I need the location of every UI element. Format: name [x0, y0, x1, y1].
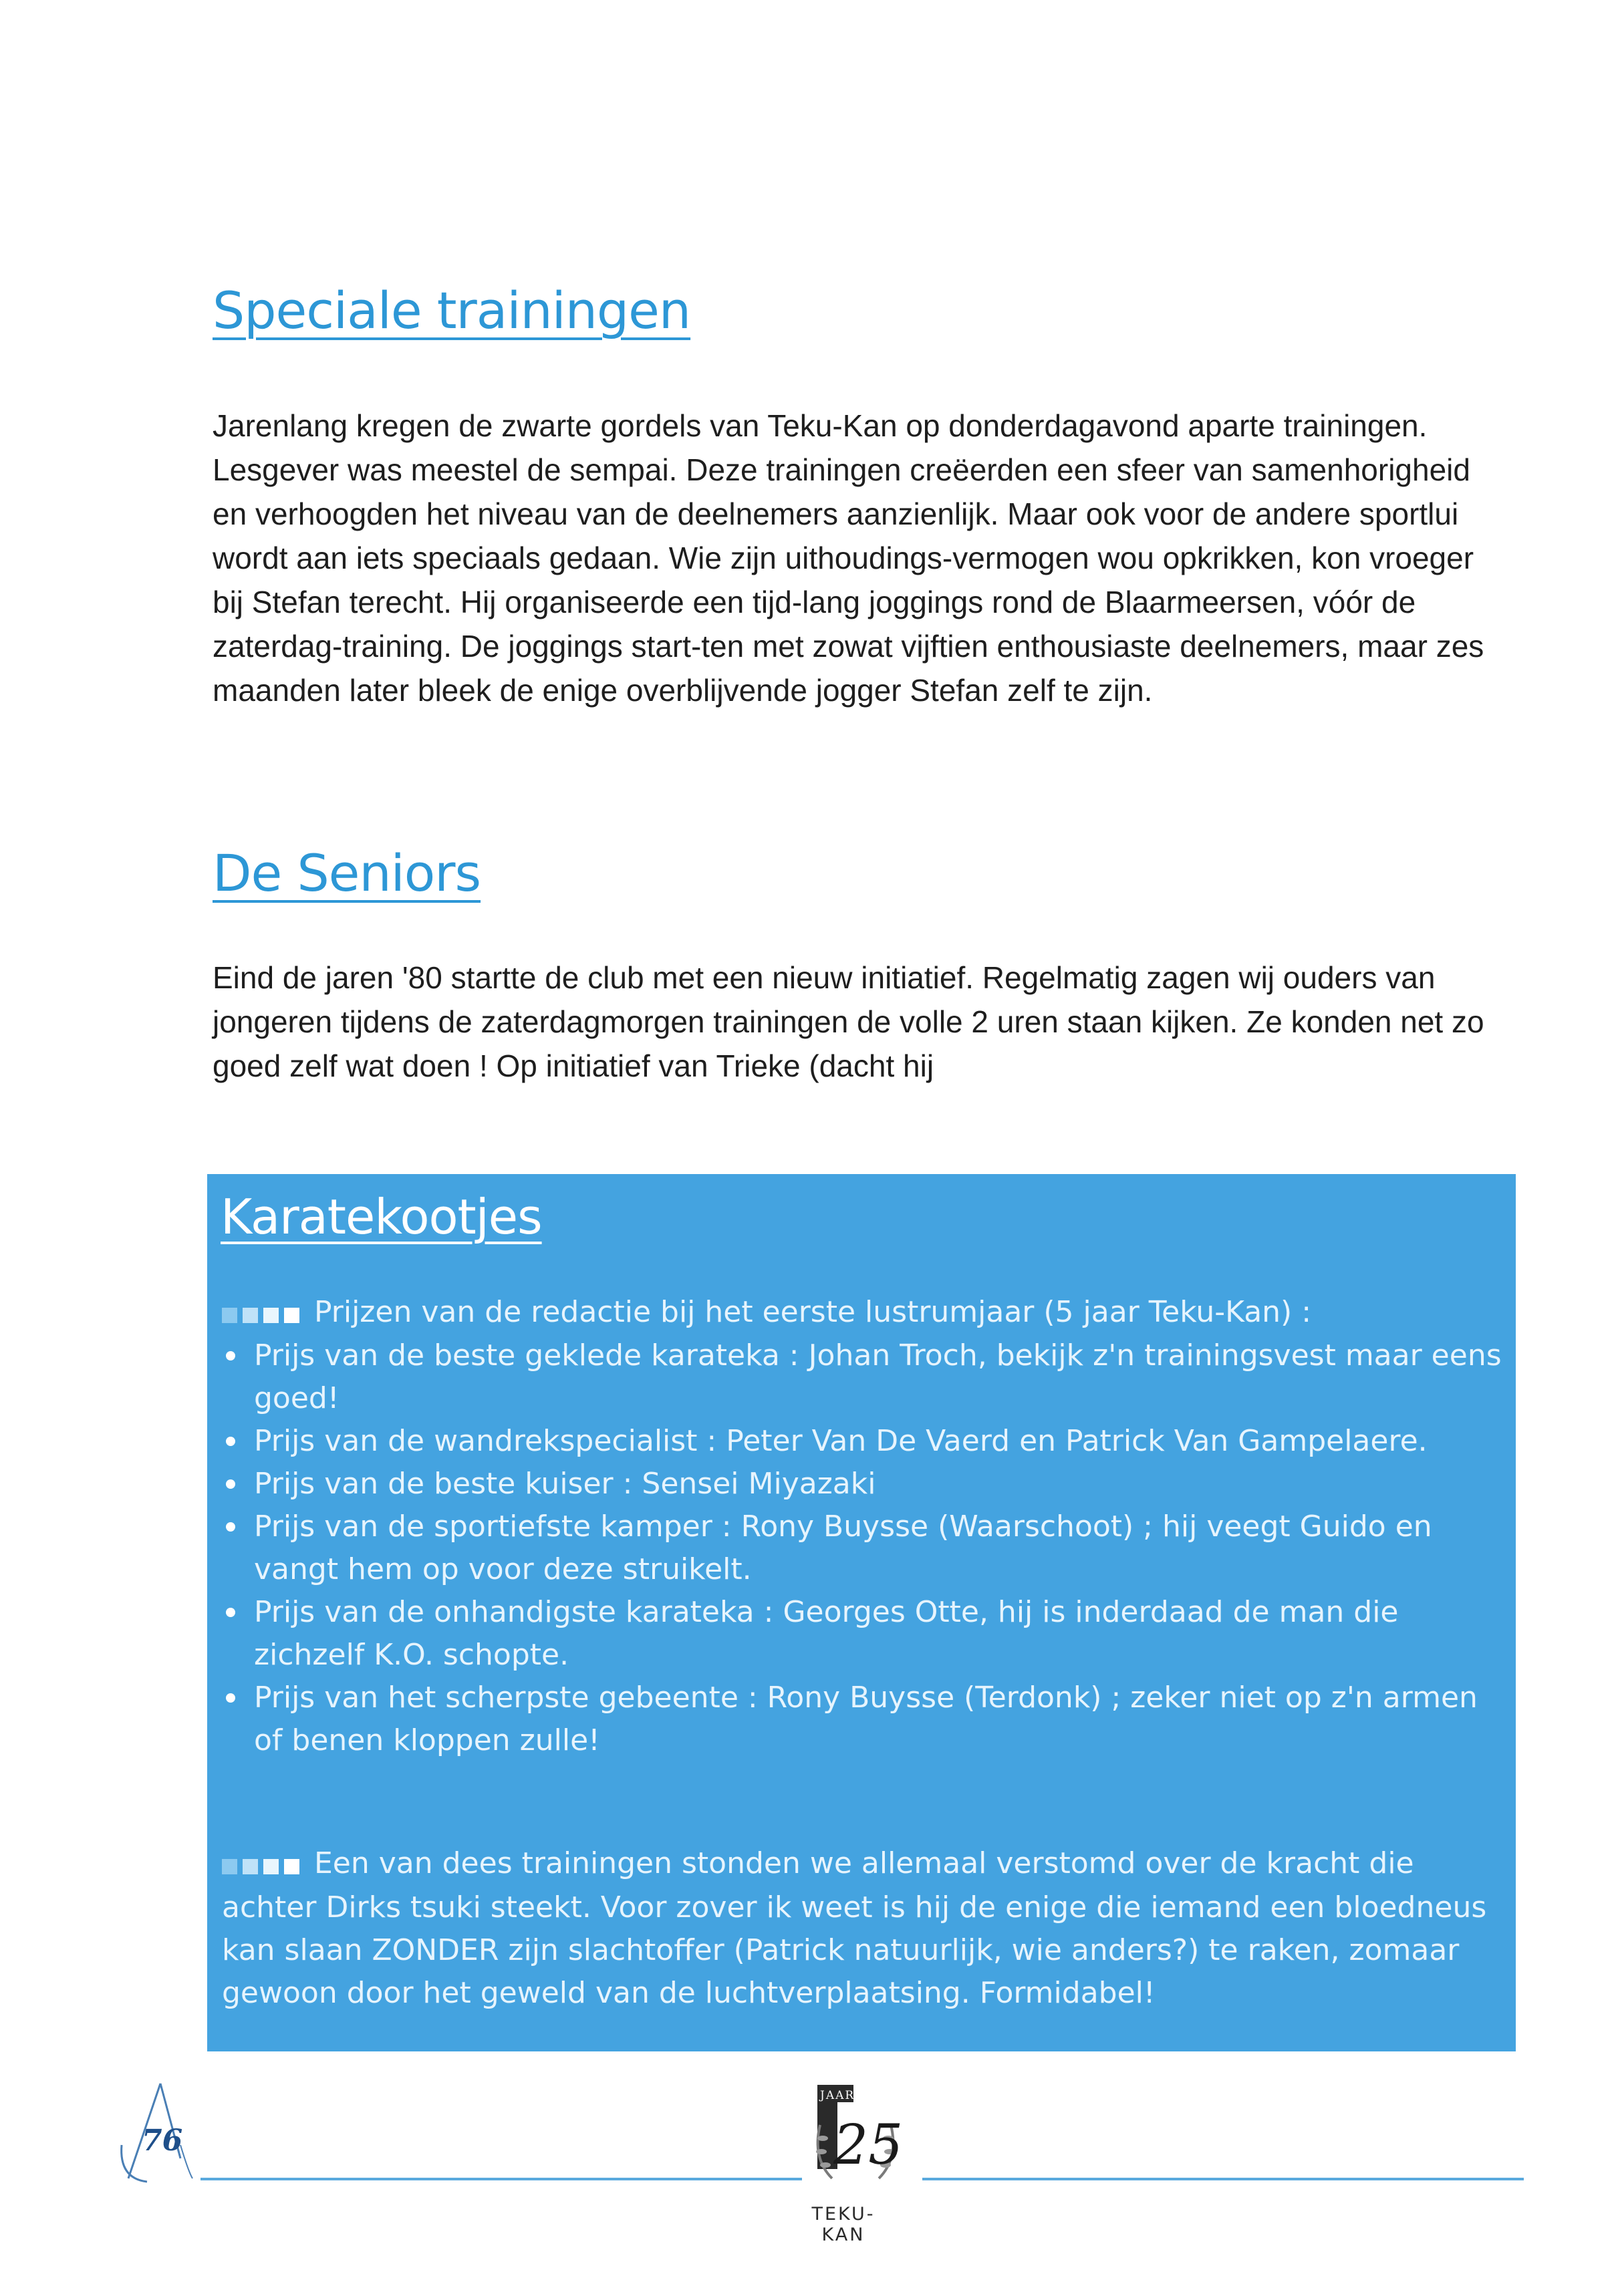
prizes-intro	[222, 1291, 1492, 1335]
square-bullets-icon	[222, 1844, 305, 1886]
bullet-icon	[226, 1351, 235, 1360]
list-item: Prijs van de sportiefste kamper : Rony Buysse (Waarschoot) ; hij veegt Guido en vangt hem op voor deze struikelt.	[222, 1505, 1505, 1591]
prize-list	[222, 1334, 1505, 1762]
heading-speciale-trainingen: Speciale trainingen	[213, 281, 691, 340]
heading-de-seniors: De Seniors	[213, 843, 481, 903]
bullet-icon	[226, 1522, 235, 1532]
paragraph-de-seniors: Eind de jaren '80 startte de club met een nieuw initiatief. Regelmatig zagen wij ouders van jongeren tijdens de zaterdagmorgen trainingen de volle 2 uren staan kijken. Ze konden net zo goed zelf wat doen ! Op initiatief van Trieke (dacht hij	[213, 960, 1484, 1083]
logo-years-text: 25	[833, 2114, 904, 2177]
footer-brand: TEKU-KAN	[811, 2204, 876, 2245]
bullet-icon	[226, 1437, 235, 1446]
story-text: Een van dees trainingen stonden we allemaal verstomd over de kracht die achter Dirks tsuki steekt. Voor zover ik weet is hij de enige die iemand een bloedneus kan slaan ZONDER zijn slachtoffer (Patrick natuurlijk, wie anders?) te raken, zomaar gewoon door het geweld van de luchtverplaatsing. Formidabel!	[222, 1846, 1487, 2010]
bullet-icon	[226, 1608, 235, 1617]
bullet-icon	[226, 1479, 235, 1489]
list-item: Prijs van de beste kuiser : Sensei Miyazaki	[222, 1463, 1505, 1505]
footer-rule-left	[200, 2178, 802, 2180]
page-number: 76	[142, 2124, 183, 2158]
bullet-icon	[226, 1693, 235, 1703]
karatekootjes-title: Karatekootjes	[221, 1189, 542, 1245]
square-bullets-icon	[222, 1292, 305, 1335]
story-paragraph	[222, 1842, 1492, 2015]
list-item: Prijs van de wandrekspecialist : Peter Van De Vaerd en Patrick Van Gampelaere.	[222, 1420, 1505, 1463]
logo-jaar-text: JAAR	[820, 2089, 855, 2102]
anniversary-logo-icon	[805, 2085, 906, 2205]
karatekootjes-box	[207, 1174, 1516, 2051]
footer-rule-right	[922, 2178, 1524, 2180]
list-item: Prijs van het scherpste gebeente : Rony Buysse (Terdonk) ; zeker niet op z'n armen of benen kloppen zulle!	[222, 1677, 1505, 1762]
prizes-intro-text: Prijzen van de redactie bij het eerste lustrumjaar (5 jaar Teku-Kan) :	[314, 1295, 1312, 1329]
list-item: Prijs van de beste geklede karateka : Johan Troch, bekijk z'n trainingsvest maar eens goed!	[222, 1334, 1505, 1420]
list-item: Prijs van de onhandigste karateka : Georges Otte, hij is inderdaad de man die zichzelf K.O. schopte.	[222, 1591, 1505, 1677]
paragraph-speciale-trainingen: Jarenlang kregen de zwarte gordels van Teku-Kan op donderdagavond aparte trainingen. Lesgever was meestel de sempai. Deze trainingen creëerden een sfeer van samenhorigheid en verhoogden het niveau van de deelnemers aanzienlijk. Maar ook voor de andere sportlui wordt aan iets speciaals gedaan. Wie zijn uithoudings-vermogen wou opkrikken, kon vroeger bij Stefan terecht. Hij organiseerde een tijd-lang joggings rond de Blaarmeersen, vóór de zaterdag-training. De joggings start-ten met zowat vijftien enthousiaste deelnemers, maar zes maanden later bleek de enige overblijvende jogger Stefan zelf te zijn.	[213, 408, 1484, 708]
